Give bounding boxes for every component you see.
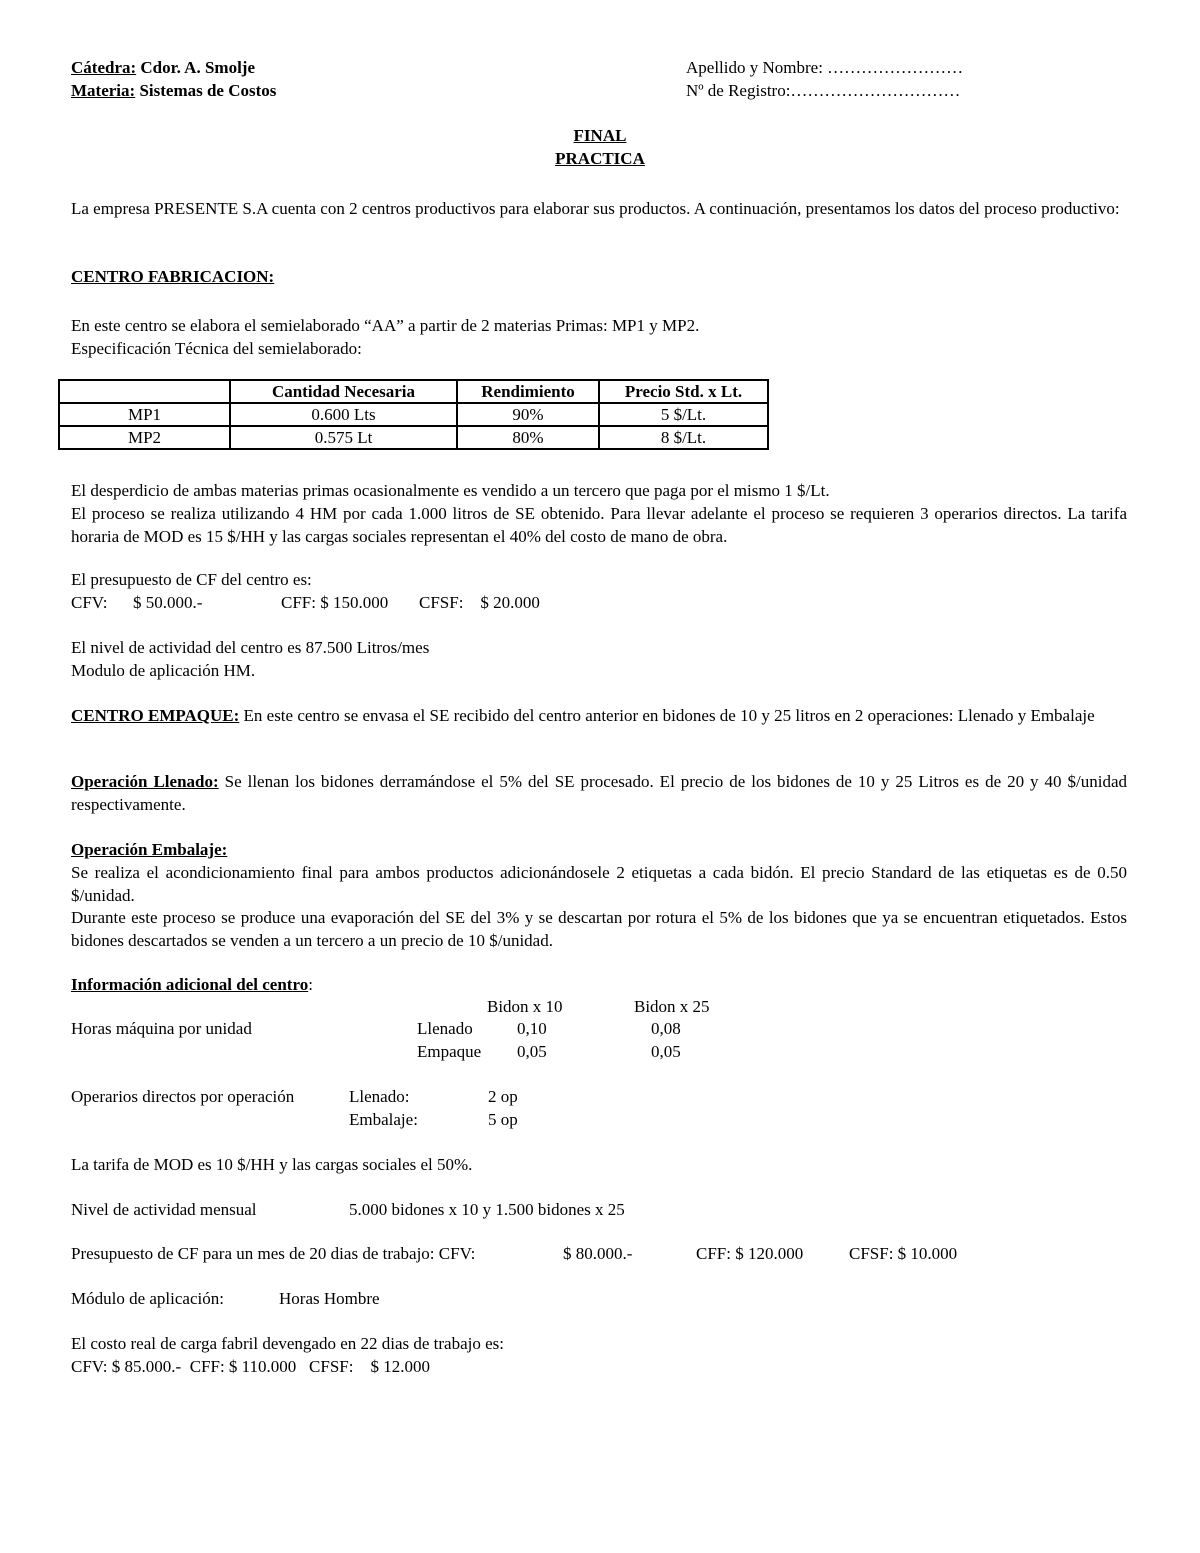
table-cell: MP1 xyxy=(59,403,230,426)
table-cell: 5 $/Lt. xyxy=(599,403,768,426)
modulo-aplicacion: Modulo de aplicación HM. xyxy=(71,661,256,680)
fabricacion-heading: CENTRO FABRICACION: xyxy=(71,267,275,286)
costo-real-line: El costo real de carga fabril devengado en 22 dias de trabajo es: xyxy=(71,1334,505,1353)
fabricacion-line2: Especificación Técnica del semielaborado: xyxy=(71,339,362,358)
empaque-text: En este centro se envasa el SE recibido del centro anterior en bidones de 10 y 25 litros en 2 operaciones: Llenado y Embalaje xyxy=(239,706,1095,725)
presupuesto-cf-cfsf: CFSF: $ 10.000 xyxy=(849,1244,958,1263)
empaque-paragraph xyxy=(71,704,1127,727)
operarios-embalaje-label: Embalaje: xyxy=(349,1110,418,1129)
catedra-label: Cátedra: xyxy=(71,58,137,77)
presupuesto-title: El presupuesto de CF del centro es: xyxy=(71,570,312,589)
presupuesto-cfsf: CFSF: $ 20.000 xyxy=(419,593,540,612)
table-row xyxy=(59,403,768,426)
operarios-llenado-label: Llenado: xyxy=(349,1087,410,1106)
nivel-mensual-value: 5.000 bidones x 10 y 1.500 bidones x 25 xyxy=(349,1200,625,1219)
operarios-llenado-value: 2 op xyxy=(488,1087,518,1106)
col-bidon-25: Bidon x 25 xyxy=(634,997,710,1016)
hm-llenado-b10: 0,10 xyxy=(517,1019,547,1038)
table-cell: 0.575 Lt xyxy=(230,426,457,449)
specification-table xyxy=(58,379,769,450)
materia-value: Sistemas de Costos xyxy=(135,81,277,100)
costo-real-values: CFV: $ 85.000.- CFF: $ 110.000 CFSF: $ 12.000 xyxy=(71,1357,430,1376)
hm-label: Horas máquina por unidad xyxy=(71,1019,252,1038)
llenado-paragraph xyxy=(71,770,1127,816)
embalaje-text1: Se realiza el acondicionamiento final para ambos productos adicionándosele 2 etiquetas a cada bidón. El precio Standard de las etiquetas es de 0.50 $/unidad. xyxy=(71,863,1127,905)
presupuesto-cf-cfv: $ 80.000.- xyxy=(563,1244,633,1263)
llenado-heading: Operación Llenado: xyxy=(71,772,219,791)
presupuesto-cf-cff: CFF: $ 120.000 xyxy=(696,1244,804,1263)
nivel-mensual-label: Nivel de actividad mensual xyxy=(71,1200,257,1219)
presupuesto-cfv: CFV: $ 50.000.- xyxy=(71,593,203,612)
presupuesto-cf-label: Presupuesto de CF para un mes de 20 dias de trabajo: CFV: xyxy=(71,1244,476,1263)
table-cell: MP2 xyxy=(59,426,230,449)
table-header-cell: Cantidad Necesaria xyxy=(230,380,457,403)
catedra-value: Cdor. A. Smolje xyxy=(136,58,256,77)
hm-empaque-b10: 0,05 xyxy=(517,1042,547,1061)
title-final: FINAL xyxy=(573,126,627,145)
table-row xyxy=(59,426,768,449)
hm-empaque-label: Empaque xyxy=(417,1042,482,1061)
col-bidon-10: Bidon x 10 xyxy=(487,997,563,1016)
modulo-aplicacion-value: Horas Hombre xyxy=(279,1289,380,1308)
table-cell: 0.600 Lts xyxy=(230,403,457,426)
intro-paragraph: La empresa PRESENTE S.A cuenta con 2 centros productivos para elaborar sus productos. A continuación, presentamos los datos del proceso productivo: xyxy=(71,199,1120,218)
table-header-cell xyxy=(59,380,230,403)
tarifa-mod: La tarifa de MOD es 10 $/HH y las cargas sociales el 50%. xyxy=(71,1155,473,1174)
fabricacion-line1: En este centro se elabora el semielaborado “AA” a partir de 2 materias Primas: MP1 y MP2. xyxy=(71,316,700,335)
embalaje-text2: Durante este proceso se produce una evaporación del SE del 3% y se descartan por rotura el 5% de los bidones que ya se encuentran etiquetados. Estos bidones descartados se venden a un tercero a un precio de 10 $/unidad. xyxy=(71,908,1127,950)
registro-field: Nº de Registro:………………………… xyxy=(686,81,961,100)
table-cell: 80% xyxy=(457,426,599,449)
materia-line xyxy=(71,79,276,102)
table-header-row xyxy=(59,380,768,403)
operarios-label: Operarios directos por operación xyxy=(71,1087,295,1106)
embalaje-heading: Operación Embalaje: xyxy=(71,840,228,859)
hm-llenado-b25: 0,08 xyxy=(651,1019,681,1038)
modulo-aplicacion-label: Módulo de aplicación: xyxy=(71,1289,224,1308)
desperdicio-line: El desperdicio de ambas materias primas ocasionalmente es vendido a un tercero que paga por el mismo 1 $/Lt. xyxy=(71,481,830,500)
llenado-text: Se llenan los bidones derramándose el 5% del SE procesado. El precio de los bidones de 10 y 25 Litros es de 20 y 40 $/unidad respectivamente. xyxy=(71,772,1127,814)
materia-label: Materia: xyxy=(71,81,136,100)
adicional-colon: : xyxy=(308,975,313,994)
operarios-embalaje-value: 5 op xyxy=(488,1110,518,1129)
proceso-paragraph: El proceso se realiza utilizando 4 HM por cada 1.000 litros de SE obtenido. Para llevar adelante el proceso se requieren 3 operarios directos. La tarifa horaria de MOD es 15 $/HH y las cargas sociales representan el 40% del costo de mano de obra. xyxy=(71,504,1127,546)
table-header-cell: Precio Std. x Lt. xyxy=(599,380,768,403)
hm-llenado-label: Llenado xyxy=(417,1019,473,1038)
nivel-actividad: El nivel de actividad del centro es 87.500 Litros/mes xyxy=(71,638,430,657)
empaque-heading: CENTRO EMPAQUE: xyxy=(71,706,240,725)
table-cell: 8 $/Lt. xyxy=(599,426,768,449)
presupuesto-cff: CFF: $ 150.000 xyxy=(281,593,389,612)
catedra-line xyxy=(71,56,255,79)
hm-empaque-b25: 0,05 xyxy=(651,1042,681,1061)
title-practica: PRACTICA xyxy=(555,149,645,168)
adicional-heading: Información adicional del centro xyxy=(71,975,309,994)
table-cell: 90% xyxy=(457,403,599,426)
table-header-cell: Rendimiento xyxy=(457,380,599,403)
apellido-field: Apellido y Nombre: …………………… xyxy=(686,58,964,77)
adicional-heading-line xyxy=(71,973,313,996)
